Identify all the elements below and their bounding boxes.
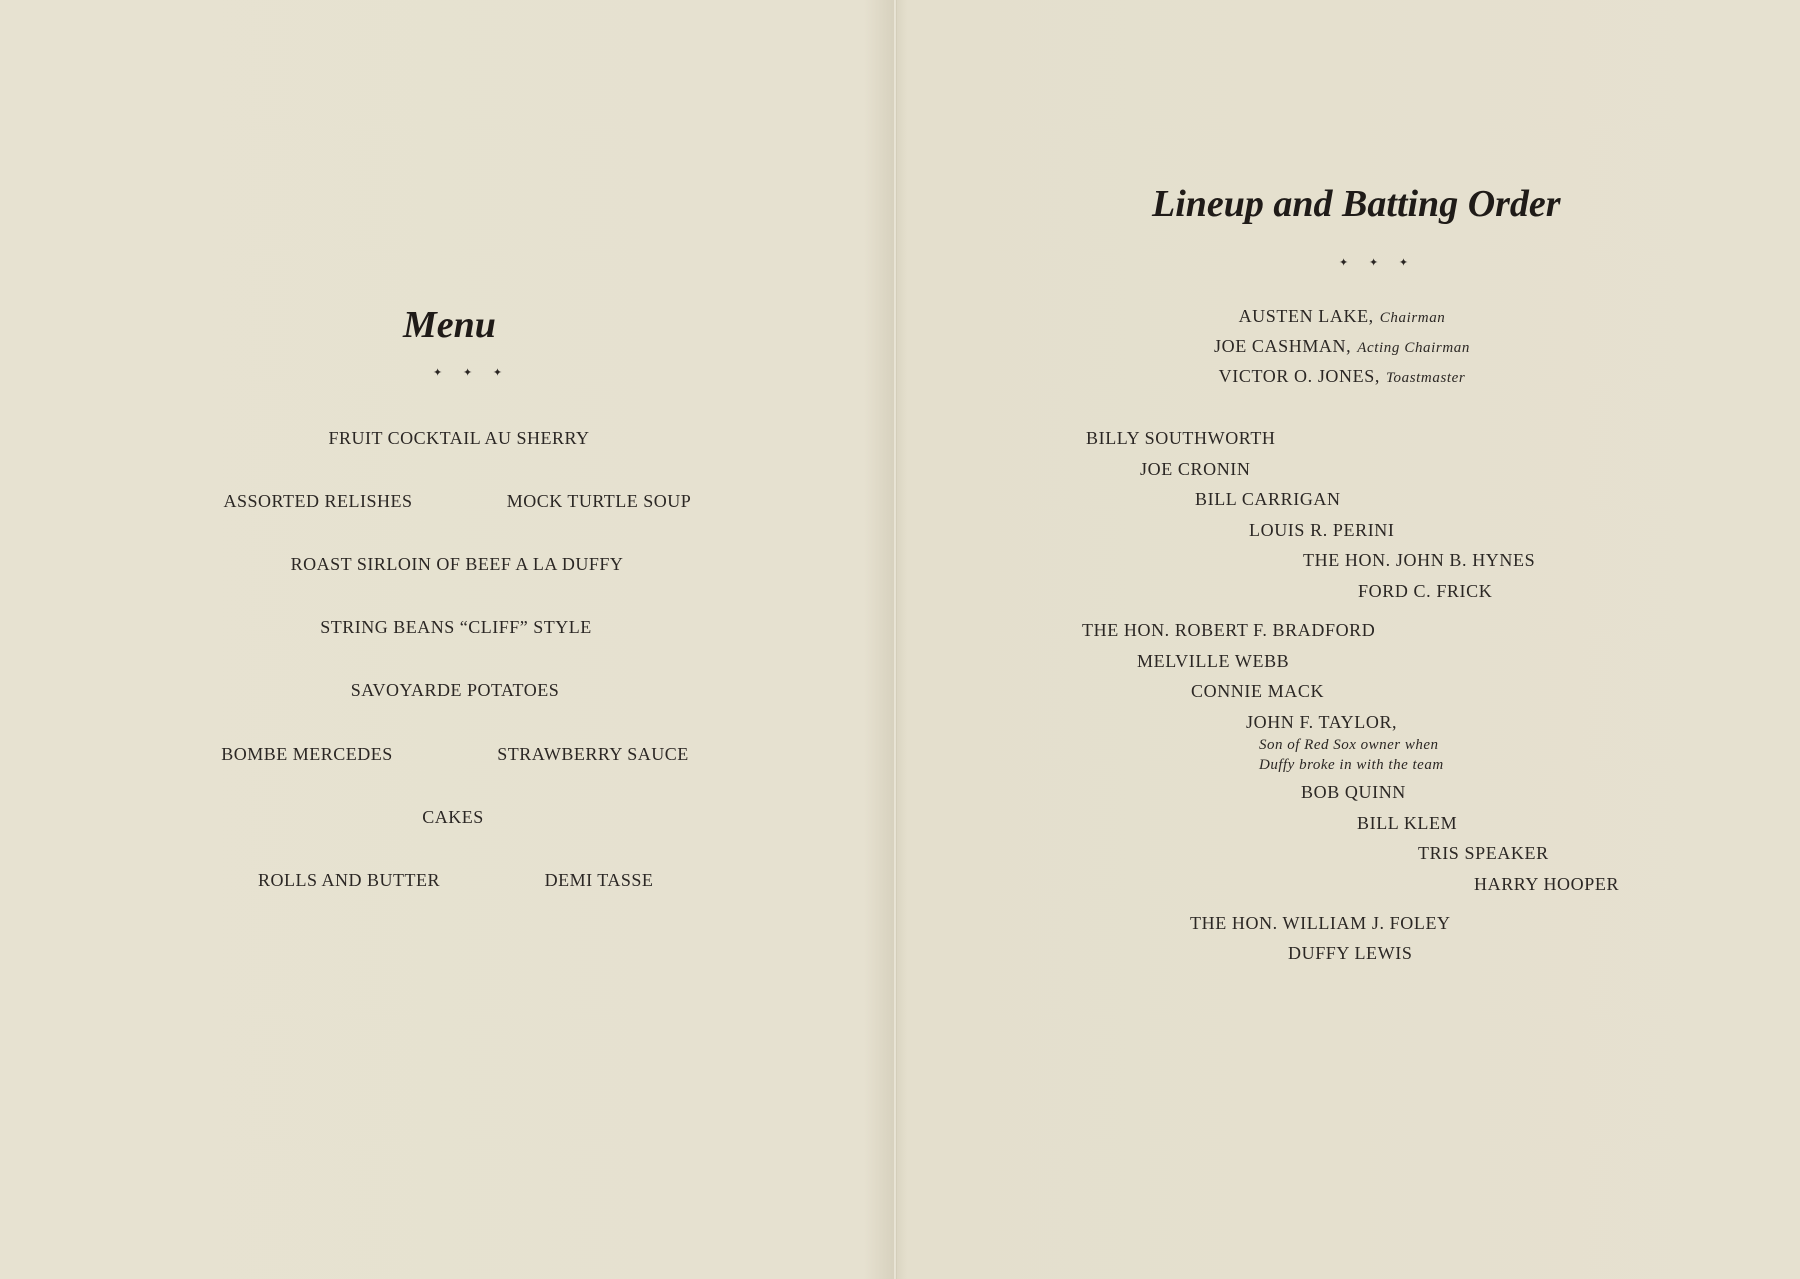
batter-12: BILL KLEM (1357, 813, 1458, 833)
batter-14: HARRY HOOPER (1474, 874, 1620, 894)
batter-4: LOUIS R. PERINI (1249, 520, 1395, 540)
officer-name: AUSTEN LAKE, (1238, 306, 1374, 326)
batter-16: DUFFY LEWIS (1288, 943, 1413, 963)
officer-role: Toastmaster (1385, 370, 1466, 386)
menu-item-bombe: BOMBE MERCEDES (221, 744, 393, 764)
taylor-note-line-1: Son of Red Sox owner when (1259, 737, 1439, 753)
batter-6: FORD C. FRICK (1358, 581, 1493, 601)
officer-role: Acting Chairman (1357, 340, 1470, 356)
menu-item-demi-tasse: DEMI TASSE (544, 870, 654, 890)
batter-3: BILL CARRIGAN (1195, 489, 1341, 509)
batter-8: MELVILLE WEBB (1137, 651, 1290, 671)
officer-chairman (1239, 306, 1446, 327)
lineup-page (897, 0, 1800, 1279)
menu-ornament: ✦ ✦ ✦ (433, 367, 512, 379)
officer-toastmaster (1219, 366, 1466, 387)
menu-title: Menu (403, 304, 496, 346)
menu-item-potatoes: SAVOYARDE POTATOES (350, 680, 560, 700)
menu-item-sauce: STRAWBERRY SAUCE (497, 744, 689, 764)
lineup-ornament: ✦ ✦ ✦ (1339, 257, 1418, 269)
taylor-note (1259, 735, 1444, 775)
batter-7: THE HON. ROBERT F. BRADFORD (1082, 620, 1376, 640)
taylor-note-line-2: Duffy broke in with the team (1259, 757, 1444, 773)
lineup-title: Lineup and Batting Order (1152, 183, 1561, 225)
batter-10: JOHN F. TAYLOR, (1246, 712, 1398, 732)
menu-page (0, 0, 895, 1279)
menu-item-rolls: ROLLS AND BUTTER (257, 870, 441, 890)
batter-1: BILLY SOUTHWORTH (1086, 428, 1276, 448)
menu-item-soup: MOCK TURTLE SOUP (506, 491, 692, 511)
batter-11: BOB QUINN (1301, 782, 1406, 802)
officer-role: Chairman (1379, 310, 1446, 326)
batter-9: CONNIE MACK (1191, 681, 1325, 701)
menu-item-relishes: ASSORTED RELISHES (223, 491, 413, 511)
batter-2: JOE CRONIN (1140, 459, 1251, 479)
batter-15: THE HON. WILLIAM J. FOLEY (1190, 913, 1451, 933)
batter-5: THE HON. JOHN B. HYNES (1303, 550, 1536, 570)
batter-13: TRIS SPEAKER (1418, 843, 1549, 863)
menu-item-beans: STRING BEANS “CLIFF” STYLE (320, 617, 592, 637)
menu-item-cakes: CAKES (422, 807, 484, 827)
officer-name: JOE CASHMAN, (1214, 336, 1352, 356)
officer-name: VICTOR O. JONES, (1218, 366, 1380, 386)
officer-acting-chairman (1214, 336, 1470, 357)
menu-item-beef: ROAST SIRLOIN OF BEEF A LA DUFFY (290, 554, 624, 574)
menu-item-fruit: FRUIT COCKTAIL AU SHERRY (328, 428, 590, 448)
